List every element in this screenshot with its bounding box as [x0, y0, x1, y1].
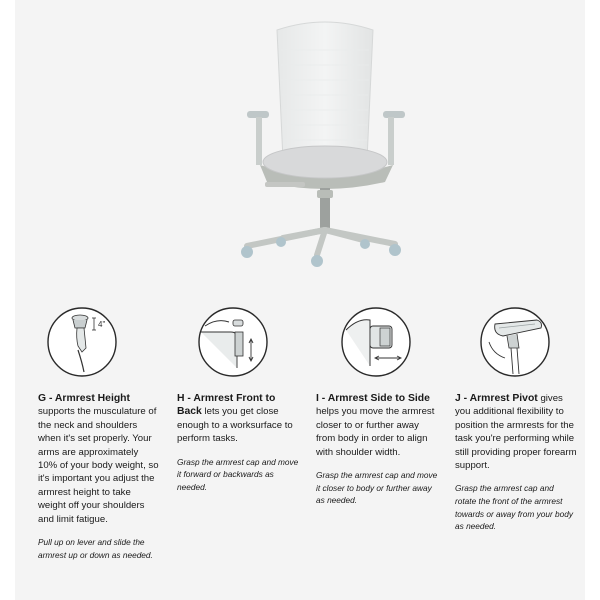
armrest-side-to-side-icon: [340, 306, 412, 378]
armrest-pivot-section: [455, 306, 577, 533]
armrest-side-to-side-instruction: Grasp the armrest cap and move it closer to body or further away as needed.: [316, 470, 438, 506]
armrest-front-back-title: H - Armrest Front to Back: [177, 393, 276, 418]
armrest-pivot-instruction: Grasp the armrest cap and rotate the front of the armrest towards or away from your body as needed.: [455, 483, 574, 532]
armrest-front-back-section: [177, 306, 299, 493]
armrest-height-description: supports the musculature of the neck and shoulders when it's set properly. Your arms are approximately 10% of your body weight, so it's important you adjust the armrest height to take weight off your shoulders and limit fatigue.: [38, 406, 159, 525]
armrest-pivot-title: J - Armrest Pivot: [455, 393, 538, 404]
height-dimension-label: 4": [98, 320, 106, 329]
armrest-side-to-side-section: [316, 306, 438, 507]
armrest-height-instruction: Pull up on lever and slide the armrest up or down as needed.: [38, 537, 153, 560]
armrest-front-back-icon: [197, 306, 269, 378]
armrest-front-back-description: lets you get close enough to a worksurface to perform tasks.: [177, 406, 293, 445]
armrest-height-section: [38, 306, 160, 561]
armrest-pivot-description: gives you additional flexibility to position the armrests for the task you're performing while still providing proper forearm support.: [455, 393, 577, 472]
page: [15, 0, 585, 600]
armrest-side-to-side-description: helps you move the armrest closer to or further away from body in order to align with shoulder width.: [316, 406, 435, 458]
armrest-height-title: G - Armrest Height: [38, 393, 130, 404]
armrest-front-back-instruction: Grasp the armrest cap and move it forward or backwards as needed.: [177, 456, 299, 492]
armrest-pivot-icon: [479, 306, 551, 378]
armrest-height-icon: [46, 306, 118, 378]
office-chair-image: [225, 10, 425, 270]
armrest-side-to-side-title: I - Armrest Side to Side: [316, 393, 430, 404]
